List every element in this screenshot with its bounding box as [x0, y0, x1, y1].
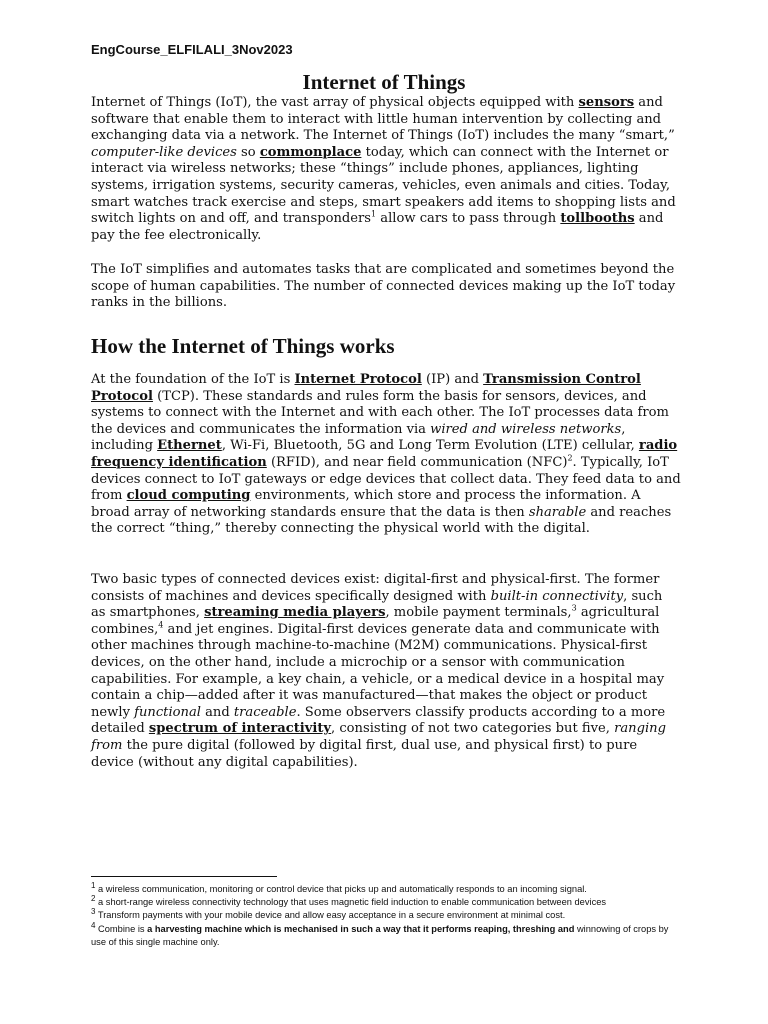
text-run: , Wi-Fi, Bluetooth, 5G and Long Term Evolution (LTE) cellular,	[221, 438, 639, 454]
emphasis: built-in connectivity	[490, 588, 624, 604]
footnote-text: a wireless communication, monitoring or control device that picks up and automatically responds to an incoming signal.	[95, 884, 587, 894]
text-run: (TCP). These standards and rules form the basis for sensors, devices, and systems to connect with the Internet and with each other. The IoT processes data from the devices and communicates the information via	[91, 388, 669, 437]
works-paragraph	[91, 372, 681, 538]
text-run: At the foundation of the IoT is	[91, 372, 295, 387]
text-run: . Some observers classify products according to a more detailed	[91, 704, 666, 737]
footnote-number: 3	[91, 907, 96, 917]
footnote-text: a short-range wireless connectivity technology that uses magnetic field induction to enable communication between devices	[95, 897, 607, 908]
text-run: and jet engines. Digital-first devices generate data and communicate with other machines through machine-to-machine (M2M) communications. Physical-first devices, on the other hand, include a microchip or a sensor with communication capabilities. For example, a key chain, a vehicle, or a medical device in a hospital may contain a chip—added after it was manufactured—that makes the object or product newly	[91, 621, 665, 720]
link-tollbooths[interactable]: tollbooths	[560, 211, 635, 227]
text-run: and software that enable them to interact with little human intervention by collecting and exchanging data via a network. The Internet of Things (IoT) includes the many “smart,”	[91, 95, 675, 144]
text-run: (RFID), and near field communication (NFC)	[266, 454, 568, 470]
footnote-3	[91, 909, 671, 922]
link-tcp[interactable]: Transmission Control Protocol	[91, 372, 641, 404]
footnotes	[91, 880, 671, 949]
footnote-text: Transform payments with your mobile device and allow easy acceptance in a secure environment at minimal cost.	[95, 910, 566, 921]
text-run: (IP) and	[421, 372, 484, 387]
emphasis: traceable	[233, 704, 297, 720]
types-paragraph	[91, 572, 681, 771]
text-run: today, which can connect with the Internet or interact via wireless networks; these “things” include phones, appliances, lighting systems, irrigation systems, security cameras, vehicles, even animals and cities. Today, smart watches track exercise and steps, smart speakers add items to shopping lists and switch lights on and off, and transponders	[91, 144, 676, 227]
header-tag: EngCourse_ELFILALI_3Nov2023	[91, 42, 293, 57]
emphasis: ranging from	[91, 721, 666, 753]
footnote-text: Combine is	[95, 923, 148, 934]
text-run: and pay the fee electronically.	[91, 211, 664, 243]
text-run: and reaches the correct “thing,” thereby connecting the physical world with the digital.	[91, 504, 672, 537]
footnote-bold-text: a harvesting machine which is mechanised in such a way that it performs reaping, threshing and	[147, 923, 575, 934]
footnote-ref-3[interactable]: 3	[571, 603, 577, 613]
footnote-number: 1	[91, 880, 96, 890]
link-streaming-media-players[interactable]: streaming media players	[204, 605, 386, 621]
footnote-1	[91, 880, 671, 896]
footnote-ref-4[interactable]: 4	[158, 620, 164, 630]
intro-paragraph-2: The IoT simplifies and automates tasks that are complicated and sometimes beyond the scope of human capabilities. The number of connected devices making up the IoT today ranks in the billions.	[91, 262, 676, 311]
section-heading: How the Internet of Things works	[91, 334, 395, 358]
text-run: Internet of Things (IoT), the vast array of physical objects equipped with	[91, 95, 579, 110]
page-title: Internet of Things	[302, 70, 466, 94]
footnote-2	[91, 896, 671, 909]
text-run: , consisting of not two categories but five,	[331, 721, 615, 737]
footnote-number: 2	[91, 894, 96, 904]
intro-paragraph-1	[91, 95, 681, 244]
footnote-4	[91, 920, 671, 949]
emphasis: functional	[134, 704, 201, 720]
text-run: , including	[91, 421, 626, 454]
footnote-ref-2[interactable]: 2	[567, 453, 573, 463]
link-ethernet[interactable]: Ethernet	[157, 438, 222, 454]
text-run: allow cars to pass through	[376, 211, 561, 227]
text-run: agricultural combines,	[91, 605, 660, 637]
footnote-ref-1[interactable]: 1	[371, 209, 377, 219]
footnote-number: 4	[91, 920, 96, 930]
emphasis: sharable	[528, 504, 587, 520]
text-run: Two basic types of connected devices exist: digital-first and physical-first. The former consists of machines and devices specifically designed with	[91, 572, 660, 604]
emphasis: wired and wireless networks	[430, 421, 622, 437]
text-run: so	[236, 144, 260, 160]
text-run: the pure digital (followed by digital first, dual use, and physical first) to pure device (without any digital capabilities).	[91, 737, 638, 770]
link-internet-protocol[interactable]: Internet Protocol	[294, 372, 422, 387]
text-run: and	[200, 704, 234, 720]
text-run: , such as smartphones,	[91, 588, 663, 621]
link-sensors[interactable]: sensors	[578, 95, 635, 110]
text-run: , mobile payment terminals,	[385, 605, 572, 621]
link-spectrum-of-interactivity[interactable]: spectrum of interactivity	[148, 721, 331, 737]
text-run: environments, which store and process the information. A broad array of networking standards ensure that the data is then	[91, 488, 641, 520]
link-rfid[interactable]: radio frequency identification	[91, 438, 678, 470]
text-run: . Typically, IoT devices connect to IoT gateways or edge devices that collect data. They feed data to and from	[91, 454, 681, 504]
footnote-divider	[91, 876, 277, 877]
footnote-text: winnowing of crops by use of this single machine only.	[91, 923, 669, 947]
link-cloud-computing[interactable]: cloud computing	[126, 488, 251, 504]
emphasis: computer-like devices	[91, 144, 237, 160]
link-commonplace[interactable]: commonplace	[259, 144, 362, 160]
